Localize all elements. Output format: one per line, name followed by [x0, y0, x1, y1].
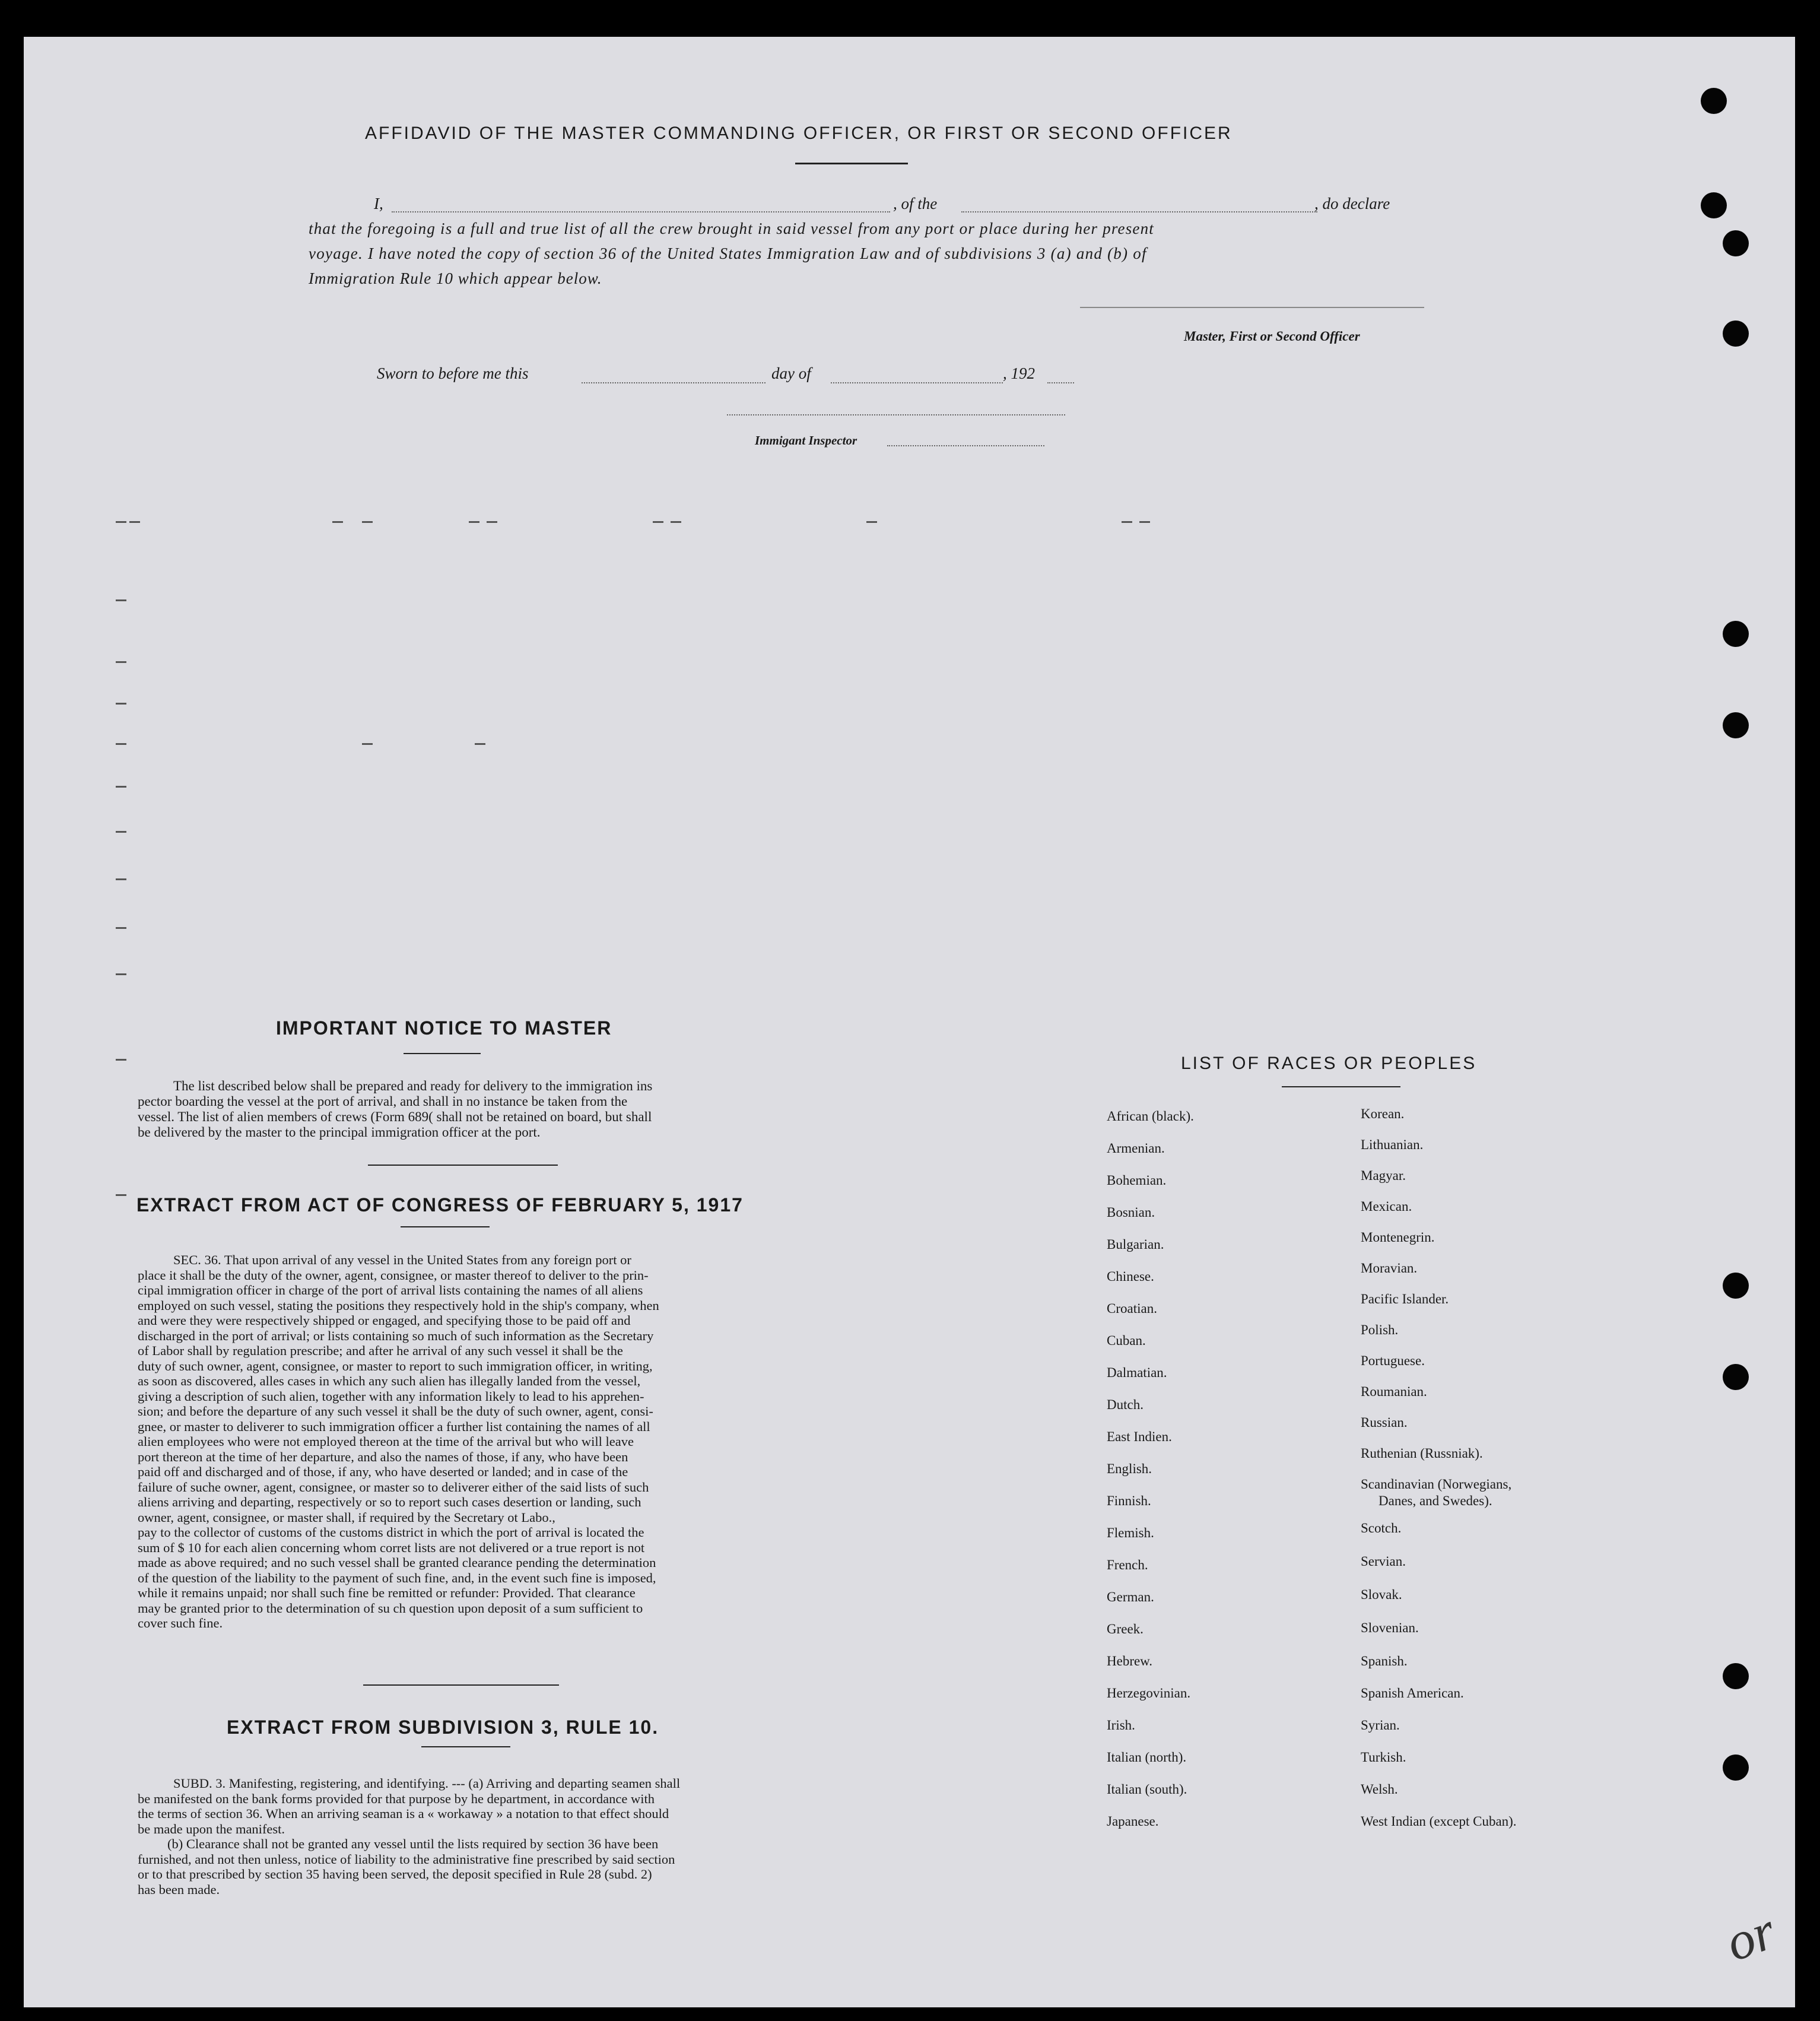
notice-divider — [404, 1053, 481, 1054]
rule-line: has been made. — [138, 1882, 220, 1897]
race-item: Slovenian. — [1361, 1620, 1419, 1635]
race-item: Bulgarian. — [1107, 1237, 1164, 1252]
race-item: Roumanian. — [1361, 1384, 1427, 1399]
ghost-dash — [116, 1194, 126, 1196]
inspector-label: Immigant Inspector — [755, 433, 857, 448]
notice-line: pector boarding the vessel at the port of arrival, and shall in no instance be taken from the — [138, 1094, 628, 1109]
race-item: Irish. — [1107, 1718, 1135, 1733]
punch-hole — [1701, 88, 1727, 114]
race-item: Portuguese. — [1361, 1353, 1425, 1368]
vessel-blank — [961, 211, 1317, 212]
affidavit-declare: , do declare — [1314, 195, 1390, 212]
race-item: Danes, and Swedes). — [1379, 1493, 1492, 1508]
ghost-dash — [116, 786, 126, 788]
affidavit-line-2: that the foregoing is a full and true list of all the crew brought in said vessel from any port or place during her present — [309, 220, 1155, 237]
affidavit-line-4: Immigration Rule 10 which appear below. — [309, 269, 602, 287]
rule-line: (b) Clearance shall not be granted any vessel until the lists required by section 36 have been — [167, 1836, 659, 1851]
ghost-dash — [362, 521, 373, 523]
race-item: African (black). — [1107, 1109, 1194, 1124]
race-item: Pacific Islander. — [1361, 1292, 1449, 1306]
act-body — [138, 1252, 826, 1631]
ghost-dash — [487, 521, 497, 523]
affidavit-title: AFFIDAVID OF THE MASTER COMMANDING OFFICER, OR FIRST OR SECOND OFFICER — [365, 123, 1233, 143]
affidavit-line-3: voyage. I have noted the copy of section 36 of the United States Immigration Law and of subdivisions 3 (a) and (b) of — [309, 245, 1147, 262]
rule-line: SUBD. 3. Manifesting, registering, and identifying. --- (a) Arriving and departing seamen shall — [173, 1776, 681, 1791]
race-item: German. — [1107, 1589, 1154, 1604]
race-item: Mexican. — [1361, 1199, 1412, 1214]
rule-title: EXTRACT FROM SUBDIVISION 3, RULE 10. — [227, 1717, 659, 1738]
race-item: Moravian. — [1361, 1261, 1418, 1276]
race-item: West Indian (except Cuban). — [1361, 1814, 1517, 1829]
act-bottom-divider — [363, 1684, 559, 1686]
sworn-prefix: Sworn to before me this — [377, 364, 529, 382]
act-line: paid off and discharged and of those, if any, who have deserted or landed; and in case of the — [138, 1464, 628, 1479]
ghost-dash — [866, 521, 877, 523]
race-item: Japanese. — [1107, 1814, 1159, 1829]
race-item: Scandinavian (Norwegians, — [1361, 1477, 1512, 1492]
race-item: Cuban. — [1107, 1333, 1146, 1348]
document-page — [24, 37, 1795, 2007]
race-item: Turkish. — [1361, 1750, 1406, 1765]
act-line: SEC. 36. That upon arrival of any vessel in the United States from any foreign port or — [173, 1252, 631, 1267]
act-line: sion; and before the departure of any such vessel it shall be the duty of such owner, agent, consi- — [138, 1404, 653, 1419]
ghost-dash — [116, 703, 126, 705]
race-item: Russian. — [1361, 1415, 1408, 1430]
act-line: aliens arriving and departing, respectively or so to report such cases desertion or landing, such — [138, 1495, 641, 1509]
race-item: Croatian. — [1107, 1301, 1157, 1316]
act-line: owner, agent, consignee, or master shall, if required by the Secretary ot Labo., — [138, 1509, 555, 1525]
race-item: East Indien. — [1107, 1429, 1172, 1444]
sworn-month-blank — [831, 382, 1003, 383]
race-item: Dalmatian. — [1107, 1365, 1167, 1380]
race-item: Flemish. — [1107, 1525, 1154, 1540]
sworn-day: day of — [771, 364, 811, 382]
act-line: gnee, or master to deliverer to such immigration officer a further list containing the names of all — [138, 1419, 650, 1434]
signature-line — [1080, 307, 1424, 308]
act-line: giving a description of such alien, together with any information likely to lead to his apprehen- — [138, 1388, 644, 1404]
ghost-dash — [116, 927, 126, 929]
punch-hole — [1701, 192, 1727, 218]
punch-hole — [1723, 712, 1749, 738]
punch-hole — [1723, 321, 1749, 347]
rule-divider — [421, 1746, 510, 1747]
rule-line: be made upon the manifest. — [138, 1821, 285, 1836]
act-line: as soon as discovered, alles cases in which any such alien has illegally landed from the vessel, — [138, 1373, 641, 1388]
ghost-dash — [475, 743, 485, 745]
ghost-dash — [116, 831, 126, 833]
punch-hole — [1723, 1273, 1749, 1299]
ghost-dash — [116, 1059, 126, 1061]
ghost-dash — [116, 973, 126, 975]
race-item: Bosnian. — [1107, 1205, 1155, 1220]
race-item: Servian. — [1361, 1554, 1406, 1569]
notice-line: vessel. The list of alien members of crews (Form 689( shall not be retained on board, but shall — [138, 1109, 652, 1124]
race-item: French. — [1107, 1557, 1148, 1572]
rule-line: furnished, and not then unless, notice of liability to the administrative fine prescribed by said section — [138, 1851, 675, 1867]
race-item: Bohemian. — [1107, 1173, 1167, 1188]
races-divider — [1282, 1086, 1400, 1087]
race-item: Spanish American. — [1361, 1686, 1464, 1700]
ghost-dash — [116, 743, 126, 745]
act-line: place it shall be the duty of the owner, agent, consignee, or master thereof to deliver to the prin- — [138, 1267, 649, 1283]
affidavit-of-the: , of the — [893, 195, 938, 212]
race-item: Ruthenian (Russniak). — [1361, 1446, 1483, 1461]
punch-hole — [1723, 1663, 1749, 1689]
act-line: pay to the collector of customs of the customs district in which the port of arrival is located the — [138, 1525, 644, 1540]
race-item: Spanish. — [1361, 1654, 1408, 1668]
notice-bottom-divider — [368, 1165, 558, 1166]
inspector-trail-line — [887, 445, 1044, 446]
ghost-dash — [1122, 521, 1132, 523]
act-line: of the question of the liability to the payment of such fine, and, in the event such fine is imposed, — [138, 1570, 656, 1585]
ghost-dash — [116, 878, 126, 880]
race-item: Welsh. — [1361, 1782, 1398, 1797]
act-line: failure of suche owner, agent, consignee, or master so to deliverer either of the said lists of such — [138, 1479, 649, 1495]
name-blank — [392, 211, 890, 212]
race-item: Scotch. — [1361, 1521, 1402, 1535]
inspector-signature-line — [727, 414, 1065, 415]
act-line: duty of such owner, agent, consignee, or master to report to such immigration officer, in writing, — [138, 1358, 653, 1373]
affidavit-i: I, — [374, 195, 383, 212]
rule-line: the terms of section 36. When an arriving seaman is a « workaway » a notation to that effect should — [138, 1806, 669, 1821]
race-item: Herzegovinian. — [1107, 1686, 1191, 1700]
ghost-dash — [129, 521, 140, 523]
sworn-day-blank — [582, 382, 766, 383]
punch-hole — [1723, 230, 1749, 256]
rule-line: or to that prescribed by section 35 having been served, the deposit specified in Rule 28 (subd. 2) — [138, 1867, 652, 1882]
notice-line: be delivered by the master to the principal immigration officer at the port. — [138, 1125, 541, 1140]
act-line: of Labor shall by regulation prescribe; and after he arrival of any such vessel it shall be the — [138, 1343, 623, 1358]
ghost-dash — [469, 521, 479, 523]
races-title: LIST OF RACES OR PEOPLES — [1181, 1054, 1477, 1073]
ghost-dash — [332, 521, 343, 523]
title-divider — [795, 163, 908, 164]
act-line: made as above required; and no such vessel shall be granted clearance pending the determination — [138, 1555, 656, 1570]
sworn-year-blank — [1047, 382, 1074, 383]
race-item: Italian (south). — [1107, 1782, 1187, 1797]
notice-body — [138, 1078, 829, 1140]
act-line: sum of $ 10 for each alien concerning whom corret lists are not delivered or a true report is not — [138, 1540, 645, 1555]
act-line: cover such fine. — [138, 1616, 223, 1630]
race-item: Montenegrin. — [1361, 1230, 1435, 1245]
ghost-dash — [116, 661, 126, 663]
race-item: Finnish. — [1107, 1493, 1151, 1508]
race-item: Slovak. — [1361, 1587, 1402, 1602]
ghost-dash — [1139, 521, 1150, 523]
ghost-dash — [116, 521, 126, 523]
signature-label: Master, First or Second Officer — [1184, 329, 1360, 344]
race-item: Magyar. — [1361, 1168, 1406, 1183]
act-divider — [401, 1226, 490, 1227]
ghost-dash — [671, 521, 681, 523]
punch-hole — [1723, 1755, 1749, 1781]
race-item: Korean. — [1361, 1106, 1405, 1121]
act-line: cipal immigration officer in charge of the port of arrival lists containing the names of all aliens — [138, 1283, 643, 1297]
race-item: Greek. — [1107, 1622, 1144, 1636]
notice-line: The list described below shall be prepared and ready for delivery to the immigration ins — [173, 1078, 653, 1093]
race-item: Lithuanian. — [1361, 1137, 1424, 1152]
punch-hole — [1723, 1364, 1749, 1390]
race-item: Dutch. — [1107, 1397, 1144, 1412]
sworn-year: , 192 — [1003, 364, 1035, 382]
notice-title: IMPORTANT NOTICE TO MASTER — [276, 1017, 612, 1039]
act-line: discharged in the port of arrival; or lists containing so much of such information as the Secretary — [138, 1328, 654, 1343]
rule-body — [138, 1776, 826, 1897]
act-line: employed on such vessel, stating the positions they respectively hold in the ship's company, when — [138, 1297, 659, 1313]
race-item: Italian (north). — [1107, 1750, 1187, 1765]
handwritten-annotation: or — [1718, 1901, 1783, 1973]
act-title: EXTRACT FROM ACT OF CONGRESS OF FEBRUARY 5, 1917 — [136, 1194, 744, 1216]
act-line: may be granted prior to the determination of su ch question upon deposit of a sum sufficient to — [138, 1600, 643, 1616]
race-item: Syrian. — [1361, 1718, 1400, 1733]
race-item: Chinese. — [1107, 1269, 1154, 1284]
ghost-dash — [116, 599, 126, 601]
race-item: Polish. — [1361, 1322, 1399, 1337]
ghost-dash — [653, 521, 663, 523]
act-line: and were they were respectively shipped or engaged, and specifying those to be paid off and — [138, 1313, 631, 1328]
act-line: port thereon at the time of her departure, and also the names of those, if any, who have been — [138, 1449, 628, 1464]
ghost-dash — [362, 743, 373, 745]
punch-hole — [1723, 621, 1749, 647]
race-item: Hebrew. — [1107, 1654, 1153, 1668]
race-item: English. — [1107, 1461, 1152, 1476]
race-item: Armenian. — [1107, 1141, 1165, 1156]
rule-line: be manifested on the bank forms provided for that purpose by he department, in accordance with — [138, 1791, 655, 1806]
act-line: alien employees who were not employed thereon at the time of the arrival but who will leave — [138, 1434, 634, 1449]
act-line: while it remains unpaid; nor shall such fine be remitted or refunder: Provided. That clearance — [138, 1585, 636, 1600]
